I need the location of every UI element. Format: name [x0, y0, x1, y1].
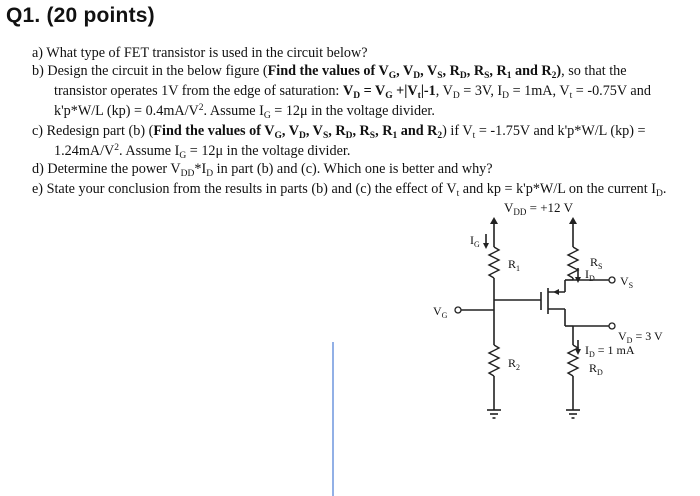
rd-label: $R_D$: [589, 361, 603, 377]
id-bottom-label: $I_D = 1$ mA: [585, 343, 635, 359]
vd-label: $V_D = 3$ V: [618, 329, 663, 345]
part-c-line1: c) Redesign part (b) (Find the values of $V_G$, $V_D$, $V_S$, $R_D$, $R_S$, $R_1$ and $R_2$) if $V_t = -1.75V$ and k'p*W/L (kp) =: [32, 123, 646, 141]
vdd-arrow-right: [569, 217, 577, 232]
rs-resistor: [568, 247, 578, 278]
part-c-line2: $1.24mA/V^2$. Assume $I_G = 12\mu$ in the voltage divider.: [54, 143, 351, 161]
vg-label: $V_G$: [433, 304, 448, 320]
ground-left: [487, 410, 501, 418]
ground-right: [566, 410, 580, 418]
vs-label: $V_S$: [620, 274, 634, 290]
ig-label: $I_G$: [470, 233, 480, 249]
part-b-line1: b) Design the circuit in the below figure (Find the values of $V_G$, $V_D$, $V_S$, $R_D$, $R_S$, $R_1$ and $R_2$), so that the: [32, 63, 627, 81]
pmos-transistor: [541, 280, 565, 326]
part-d-sentence: d) Determine the power $V_{DD}*I_D$ in part (b) and (c). Which one is better and why?: [32, 161, 493, 179]
r1-label: $R_1$: [508, 257, 521, 273]
part-b-line2: transistor operates 1V from the edge of saturation: $V_D = V_G +|V_t|-1$, $V_D = 3V$, $I_D = 1mA$, $V_t = -0.75V$ and: [54, 83, 651, 101]
r1-resistor: [489, 247, 499, 278]
vdd-arrow-left: [490, 217, 498, 232]
part-a-sentence: a) What type of FET transistor is used in the circuit below?: [32, 45, 368, 61]
vg-terminal: [455, 307, 461, 313]
vd-terminal: [609, 323, 615, 329]
id-top-label: $I_D$: [585, 267, 595, 283]
vdd-label: $V_{DD} = +12$ V: [504, 200, 573, 217]
rs-label: $R_S$: [590, 255, 603, 271]
ig-arrow: [483, 234, 489, 249]
r2-label: $R_2$: [508, 356, 521, 372]
question-title: Q1. (20 points): [6, 4, 155, 27]
r2-resistor: [489, 345, 499, 376]
part-e-sentence: e) State your conclusion from the results in parts (b) and (c) the effect of $V_t$ and kp = k'p*W/L on the current $I_D$.: [32, 181, 667, 199]
vs-terminal: [609, 277, 615, 283]
part-b-line3: k'p*W/L $(kp) = 0.4mA/V^2$. Assume $I_G = 12\mu$ in the voltage divider.: [54, 103, 435, 121]
